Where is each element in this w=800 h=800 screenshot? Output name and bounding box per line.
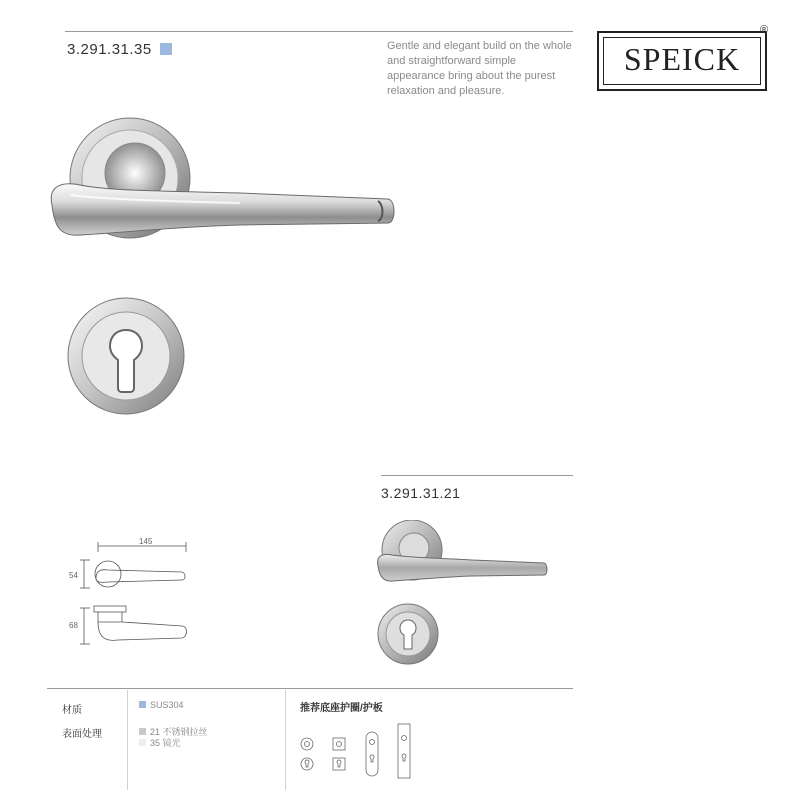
material-label: 材质: [62, 705, 82, 716]
recommended-rose-plate-label: 推荐底座护圈/护板: [300, 703, 383, 714]
color-swatch: [160, 43, 172, 55]
escutcheon-small-image: [377, 603, 439, 665]
material-swatch: [139, 701, 146, 708]
rose-plate-icons: [298, 722, 418, 780]
mid-rule: [381, 475, 573, 476]
escutcheon-large-image: [66, 296, 186, 416]
finish-35: [139, 736, 181, 749]
table-top-rule: [47, 688, 573, 689]
product-description: Gentle and elegant build on the whole and straightforward simple appearance bring about the purest relaxation and pleasure.: [387, 40, 572, 97]
table-divider-2: [285, 690, 286, 790]
surface-label: 表面处理: [62, 729, 102, 740]
top-rule: [65, 31, 573, 32]
dimension-drawing: [78, 540, 193, 650]
handle-small-image: [372, 520, 552, 590]
finish-21-text: 21 不锈钢拉丝: [150, 727, 208, 737]
registered-mark: ®: [760, 24, 769, 36]
model-number-main: [67, 41, 172, 58]
material-value-text: SUS304: [150, 700, 184, 710]
dimension-rose-height-label: 54: [69, 571, 78, 580]
finish-35-text: 35 镜光: [150, 738, 181, 748]
brand-logo: [597, 31, 767, 91]
brand-logo-text: SPEICK: [623, 41, 741, 77]
dimension-depth-label: 68: [69, 621, 78, 630]
handle-large-image: [40, 115, 410, 255]
handle-lever: [51, 184, 394, 235]
finish-35-swatch: [139, 739, 146, 746]
finish-21-swatch: [139, 728, 146, 735]
model-number-main-text: 3.291.31.35: [67, 41, 152, 58]
model-number-secondary: 3.291.31.21: [381, 485, 461, 501]
dimension-length-label: 145: [139, 537, 153, 546]
material-value: [139, 700, 184, 710]
table-divider-1: [127, 690, 128, 790]
